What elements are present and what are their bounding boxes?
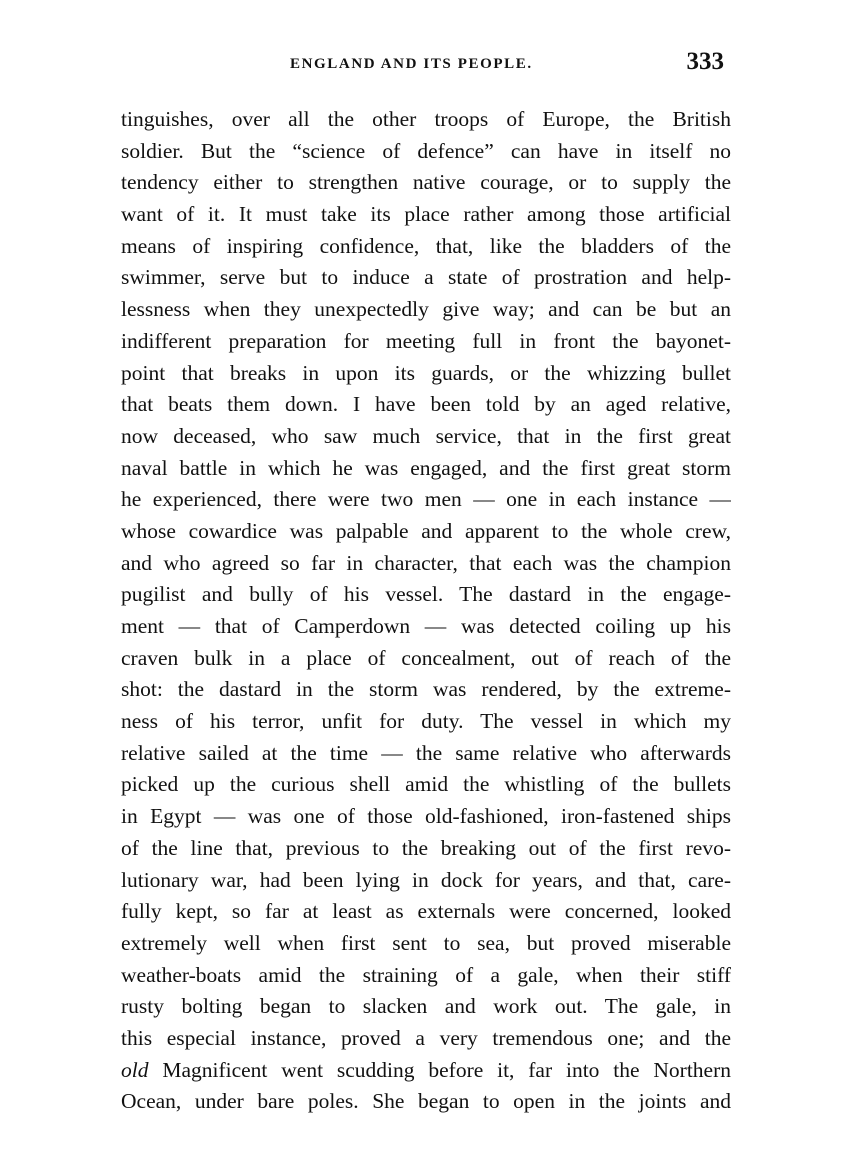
italic-word: old	[121, 1057, 149, 1082]
text-line: lutionary war, had been lying in dock for years, and that, care-	[121, 867, 731, 892]
text-line	[121, 1055, 731, 1087]
running-title: ENGLAND AND ITS PEOPLE.	[290, 56, 533, 72]
text-line: craven bulk in a place of concealment, out of reach of the	[121, 645, 731, 670]
text-line: lessness when they unexpectedly give way; and can be but an	[121, 297, 731, 322]
text-line: rusty bolting began to slacken and work out. The gale, in	[121, 994, 731, 1019]
text-line: weather-boats amid the straining of a gale, when their stiff	[121, 962, 731, 987]
text-line: naval battle in which he was engaged, and the first great storm	[121, 455, 731, 480]
text-line: ment — that of Camperdown — was detected coiling up his	[121, 614, 731, 638]
text-line: that beats them down. I have been told by an aged relative,	[121, 392, 731, 417]
text-line: point that breaks in upon its guards, or the whizzing bullet	[121, 360, 731, 385]
text-line: tendency either to strengthen native courage, or to supply the	[121, 170, 731, 195]
text-line: and who agreed so far in character, that each was the champion	[121, 550, 731, 575]
text-line: indifferent preparation for meeting full in front the bayonet-	[121, 328, 731, 353]
text-line: picked up the curious shell amid the whistling of the bullets	[121, 772, 731, 797]
text-line: now deceased, who saw much service, that in the first great	[121, 423, 731, 448]
running-head	[120, 50, 730, 80]
text-line-rest: Magnificent went scudding before it, far into the Northern	[148, 1057, 731, 1082]
text-line: in Egypt — was one of those old-fashioned, iron-fastened ships	[121, 804, 731, 829]
text-line: Ocean, under bare poles. She began to open in the joints and	[121, 1089, 731, 1114]
text-line: means of inspiring confidence, that, like the bladders of the	[121, 233, 731, 258]
text-line: fully kept, so far at least as externals were concerned, looked	[121, 899, 731, 924]
text-line: relative sailed at the time — the same relative who afterwards	[121, 740, 731, 765]
body-text	[121, 104, 731, 1118]
text-line: of the line that, previous to the breaking out of the first revo-	[121, 835, 731, 860]
text-line: this especial instance, proved a very tremendous one; and the	[121, 1025, 731, 1050]
text-line: whose cowardice was palpable and apparent to the whole crew,	[121, 518, 731, 543]
text-line: shot: the dastard in the storm was rendered, by the extreme-	[121, 677, 731, 702]
text-line: want of it. It must take its place rather among those artificial	[121, 202, 731, 227]
text-line: swimmer, serve but to induce a state of prostration and help-	[121, 265, 731, 290]
text-line: tinguishes, over all the other troops of Europe, the British	[121, 107, 731, 131]
text-line: soldier. But the “science of defence” can have in itself no	[121, 138, 731, 163]
text-line: extremely well when first sent to sea, but proved miserable	[121, 930, 731, 955]
text-line: pugilist and bully of his vessel. The dastard in the engage-	[121, 582, 731, 607]
page-number: 333	[686, 48, 724, 75]
text-line: ness of his terror, unfit for duty. The vessel in which my	[121, 709, 731, 734]
text-line: he experienced, there were two men — one in each instance —	[121, 487, 731, 512]
